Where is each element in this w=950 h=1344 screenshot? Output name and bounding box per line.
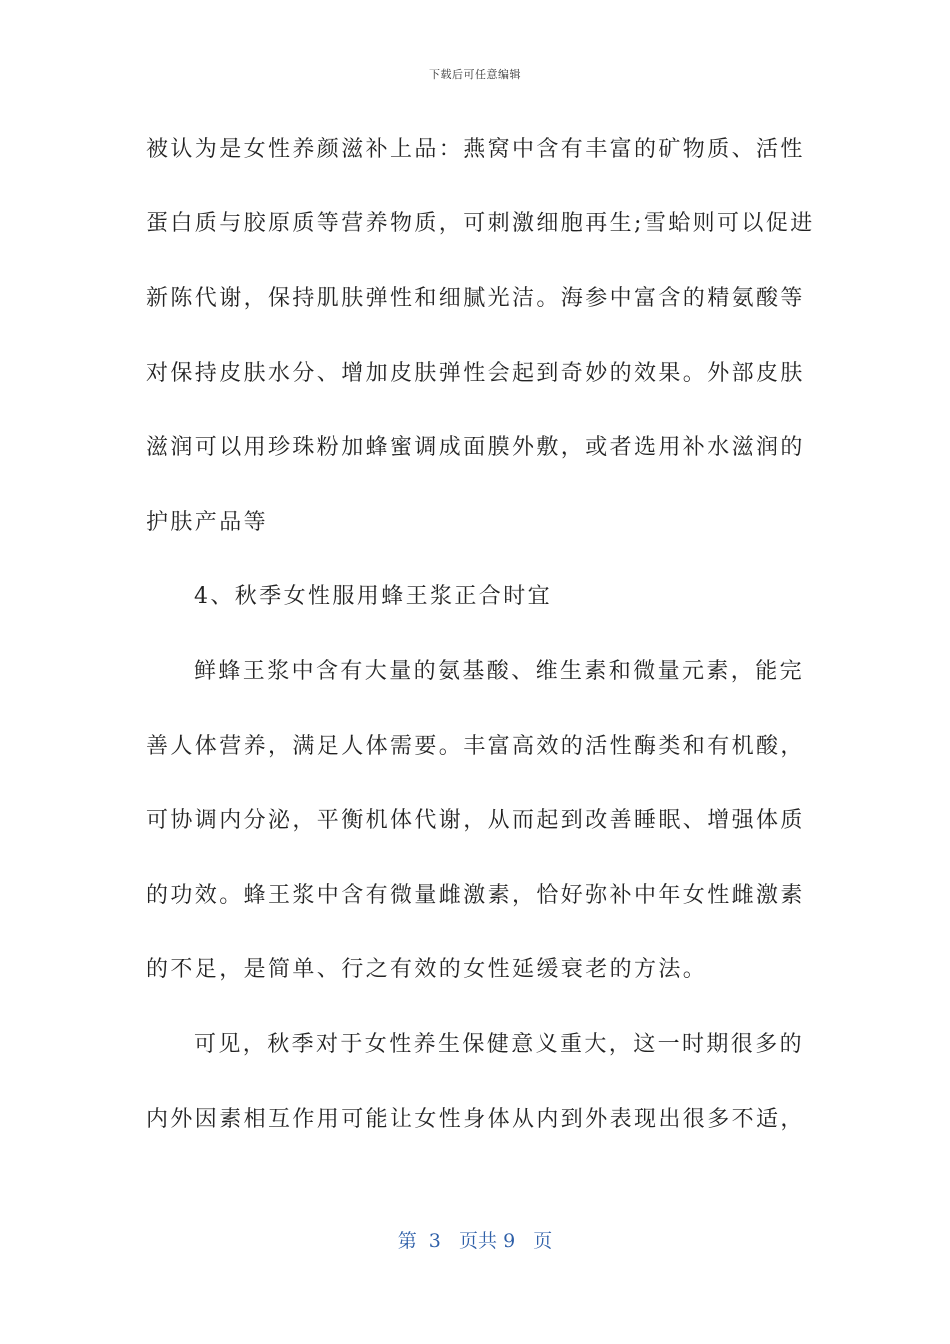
footer-current-page: 3 xyxy=(428,1230,441,1252)
body-line: 善人体营养，满足人体需要。丰富高效的活性酶类和有机酸， xyxy=(146,734,805,759)
body-line: 的功效。蜂王浆中含有微量雌激素，恰好弥补中年女性雌激素 xyxy=(146,883,805,908)
body-line: 的不足，是简单、行之有效的女性延缓衰老的方法。 xyxy=(146,957,708,982)
body-line: 内外因素相互作用可能让女性身体从内到外表现出很多不适， xyxy=(146,1107,805,1132)
body-line: 可协调内分泌，平衡机体代谢，从而起到改善睡眠、增强体质 xyxy=(146,808,805,833)
footer-prefix: 第 xyxy=(397,1230,417,1252)
body-line: 被认为是女性养颜滋补上品：燕窝中含有丰富的矿物质、活性 xyxy=(146,137,805,162)
page-footer xyxy=(0,1226,950,1253)
body-line: 滋润可以用珍珠粉加蜂蜜调成面膜外敷，或者选用补水滋润的 xyxy=(146,435,805,460)
footer-total-pages: 9 xyxy=(503,1230,516,1252)
body-line: 鲜蜂王浆中含有大量的氨基酸、维生素和微量元素，能完 xyxy=(194,659,805,684)
body-line: 对保持皮肤水分、增加皮肤弹性会起到奇妙的效果。外部皮肤 xyxy=(146,361,805,386)
section-heading: 4、秋季女性服用蜂王浆正合时宜 xyxy=(194,584,552,609)
footer-suffix: 页 xyxy=(533,1230,553,1252)
page-header: 下载后可任意编辑 xyxy=(429,68,521,81)
footer-middle: 页共 xyxy=(459,1230,498,1252)
body-line: 可见，秋季对于女性养生保健意义重大，这一时期很多的 xyxy=(194,1032,805,1057)
body-line: 护肤产品等 xyxy=(146,510,269,535)
body-line: 蛋白质与胶原质等营养物质，可刺激细胞再生;雪蛤则可以促进 xyxy=(146,211,815,236)
body-line: 新陈代谢，保持肌肤弹性和细腻光洁。海参中富含的精氨酸等 xyxy=(146,286,805,311)
